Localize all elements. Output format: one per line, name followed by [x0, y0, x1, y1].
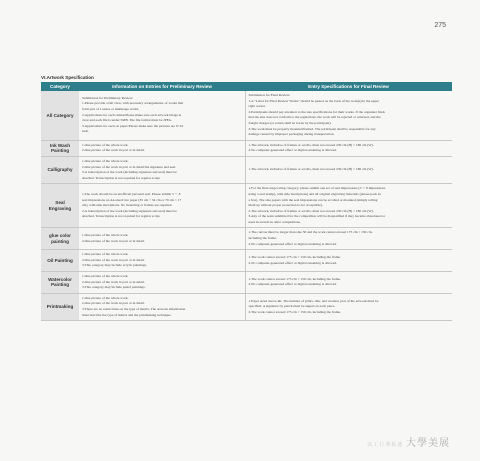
final-cell-line: right corner.	[248, 104, 266, 109]
preliminary-cell	[79, 293, 245, 320]
preliminary-cell	[79, 156, 245, 183]
final-cell-line: 2.Participants should pay attention to the size specifications for their works. If the organizer finds	[248, 109, 385, 114]
final-cell-line: 1.The canvas must be longer than size 50 and the work cannot exceed 175 cm × 150 cm,	[248, 230, 373, 235]
preliminary-cell	[79, 184, 245, 228]
category-cell	[41, 91, 79, 140]
final-cell-line: 1.The artwork, inclusive of frames or scrolls, must not exceed 230 cm (H) × 180 cm (W).	[248, 142, 374, 147]
table-header-row	[41, 82, 452, 91]
final-cell-line: 2.No computer-generated effect or digital rendering is allowed.	[248, 282, 337, 287]
category-cell-line: Calligraphy	[47, 167, 73, 173]
final-cell-line: specified. A signature by pencil must be signed on each piece.	[248, 304, 336, 309]
final-cell-line: 1.The artwork, inclusive of frames or scrolls, must not exceed 230 cm (H) × 180 cm (W).	[248, 167, 374, 172]
preliminary-cell-line: 2.A transcription of the work (including signature and seal) must be	[82, 208, 177, 213]
final-cell-line: 2.The work cannot exceed 175 cm × 150 cm, including the frame.	[248, 309, 341, 314]
preliminary-cell-line: 1.One picture of the whole work.	[82, 158, 129, 163]
preliminary-cell-line: cm), with side inscriptions. No mounting or frames are required.	[82, 203, 173, 208]
category-cell-line: Oil Painting	[47, 257, 73, 263]
category-cell	[41, 250, 79, 272]
category-cell	[41, 184, 79, 228]
preliminary-cell-line: 1.The work should be an unofficial personal seal. Please submit 5 ∼ 8	[82, 191, 181, 196]
final-cell-line: 3.The work must be properly mounted/framed. The participant shall be responsible for any	[248, 126, 376, 131]
preliminary-cell-line: 3.This category may include pastel paintings.	[82, 285, 146, 290]
category-cell	[41, 156, 79, 183]
preliminary-cell-line: 2.One picture of the work in part or in detail:the signature and seal.	[82, 164, 177, 169]
final-cell-line: damage caused by improper packaging during transportation.	[248, 132, 335, 137]
preliminary-cell	[79, 140, 245, 156]
preliminary-cell-line: 2.One picture of the work in part or in detail.	[82, 279, 145, 284]
final-cell	[245, 184, 452, 228]
preliminary-cell-line: inch.	[82, 129, 89, 134]
final-cell	[245, 228, 452, 250]
final-cell	[245, 91, 452, 140]
preliminary-cell-line: Submission for Preliminary Review:	[82, 95, 134, 100]
specification-table	[41, 82, 452, 321]
table-row	[41, 140, 452, 156]
final-cell-line: a box). The size papers with the seal impressions can be scrolled or mounted (simply rolling	[248, 197, 378, 202]
final-cell-line: Submission for Final Review:	[248, 93, 291, 97]
category-cell	[41, 140, 79, 156]
category-cell	[41, 272, 79, 294]
category-cell-line: Seal	[55, 200, 65, 206]
section-title: VI.Artwork Specification	[41, 75, 94, 80]
preliminary-cell-line: seal impressions on A4-sized rice paper (35 cm × 34 cm or 70 cm × 17	[82, 197, 182, 202]
table-row	[41, 91, 452, 140]
preliminary-cell-line: 1.One picture of the whole work.	[82, 142, 129, 147]
table-row	[41, 228, 452, 250]
footer-mark: 大學美展	[406, 438, 450, 449]
table-row	[41, 272, 452, 294]
preliminary-cell-line: attached. Transcription is not required for regular script.	[82, 214, 161, 219]
final-cell-line: 2.No computer-generated effect or digital rendering is allowed.	[248, 148, 337, 153]
preliminary-cell-line: 1.One picture of the whole work.	[82, 252, 129, 257]
final-cell-line: them up without proper protection is not acceptable).	[248, 203, 323, 208]
category-cell-line: Painting	[50, 148, 70, 154]
final-cell-line: 1.Paper sized above 4K. The number of prints, title, and creation year of the artwork must be	[248, 298, 379, 303]
final-cell	[245, 272, 452, 294]
preliminary-cell-line: 2.One picture of the work in part or in detail.	[82, 257, 145, 262]
final-cell-line: 2.No computer-generated effect or digital rendering is allowed.	[248, 260, 337, 265]
preliminary-cell-line: 1.One picture of the whole work.	[82, 233, 129, 238]
final-cell	[245, 293, 452, 320]
preliminary-cell-line: 3.There are no restrictions on the type of matrix. The artwork information	[82, 307, 186, 311]
category-cell-line: Watercolor	[48, 277, 72, 283]
header-final: Entry Specifications for Final Review	[245, 82, 452, 91]
preliminary-cell-line: 2.One picture of the work in part or in detail.	[82, 301, 145, 306]
table-row	[41, 293, 452, 320]
header-category: Category	[41, 82, 79, 91]
table-row	[41, 156, 452, 183]
category-cell-line: Painting	[50, 282, 70, 288]
preliminary-cell-line: attached. Transcription is not required for regular script.	[82, 175, 161, 180]
table-row	[41, 250, 452, 272]
category-cell-line: Printmaking	[46, 304, 74, 310]
final-cell	[245, 250, 452, 272]
final-cell	[245, 156, 452, 183]
preliminary-cell-line: 1.One picture of the whole work.	[82, 295, 129, 300]
final-cell-line: including the frame.	[248, 236, 277, 241]
final-cell-line: 1.The work cannot exceed 175 cm × 150 cm, including the frame.	[248, 276, 341, 281]
preliminary-cell-line: 3.Applications for each on paper:Please make sure the pictures are 8×10	[82, 123, 184, 128]
header-preliminary: Information on Entries for Preliminary Review	[79, 82, 245, 91]
table-row	[41, 184, 452, 228]
final-cell-line: using a seal stamp), with side inscriptions) and all original engraving materials (please pack in	[248, 191, 381, 196]
preliminary-cell	[79, 250, 245, 272]
category-cell-line: Ink Wash	[50, 142, 70, 148]
footer-seal: 高工行導板連	[367, 443, 404, 448]
preliminary-cell	[79, 272, 245, 294]
final-cell-line: 1.For the final stage rating category, please submit one set of seal impressions (5 ∼ 8 impressions	[248, 186, 386, 191]
preliminary-cell-line: 2.One picture of the work in part or in detail.	[82, 148, 145, 153]
final-cell-line: 3.Any of the seals submitted for the competition will be disqualified if they became abandoned or	[248, 214, 386, 219]
preliminary-cell-line: 1.One picture of the whole work.	[82, 274, 129, 279]
page-number: 275	[434, 22, 446, 29]
final-cell	[245, 140, 452, 156]
preliminary-cell-line: 3.This category may include acrylic paintings.	[82, 263, 147, 268]
final-cell-line: used in awards in other competitions.	[248, 219, 301, 224]
final-cell-line: 1.The work cannot exceed 175 cm × 150 cm, including the frame.	[248, 255, 341, 260]
preliminary-cell	[79, 91, 245, 140]
category-cell	[41, 228, 79, 250]
preliminary-cell-line: must describe the type of matrix and the printmaking technique.	[82, 312, 172, 317]
preliminary-cell-line: clear and each file is under 5MB. The file format must be JPEG.	[82, 118, 173, 123]
final-cell-line: 2.The artwork, inclusive of frames or scrolls, must not exceed 230 cm (H) × 180 cm (W).	[248, 208, 374, 213]
preliminary-cell	[79, 228, 245, 250]
category-cell-line: Engraving	[48, 205, 72, 211]
category-cell-line: All Category	[46, 112, 74, 118]
final-cell-line: 1.A "Label for Final Review Works" should be pasted on the back of the work(s) in the upper	[248, 98, 380, 103]
final-cell-line: 2.No computer-generated effect or digital rendering is allowed.	[248, 241, 337, 246]
preliminary-cell-line: 2.One picture of the work in part or in detail.	[82, 238, 145, 243]
final-cell-line: that the size does not conform to the regulations, the work will be rejected or returned, and the	[248, 115, 381, 120]
category-cell	[41, 293, 79, 320]
preliminary-cell-line: 3.A transcription of the work (including signature and seal) must be	[82, 170, 177, 175]
category-cell-line: painting	[51, 238, 69, 244]
preliminary-cell-line: 2.Applications for each online:Please make sure each artwork image is	[82, 112, 182, 117]
final-cell-line: freight charges (or return shall be borne by the participant).	[248, 120, 332, 125]
category-cell-line: glue color	[49, 233, 71, 239]
footer-watermark	[367, 434, 450, 449]
preliminary-cell-line: form part of a series or multipage works.	[82, 106, 140, 111]
preliminary-cell-line: 1.Please provide a full view, with necessary arrangements, of works that	[82, 101, 184, 106]
